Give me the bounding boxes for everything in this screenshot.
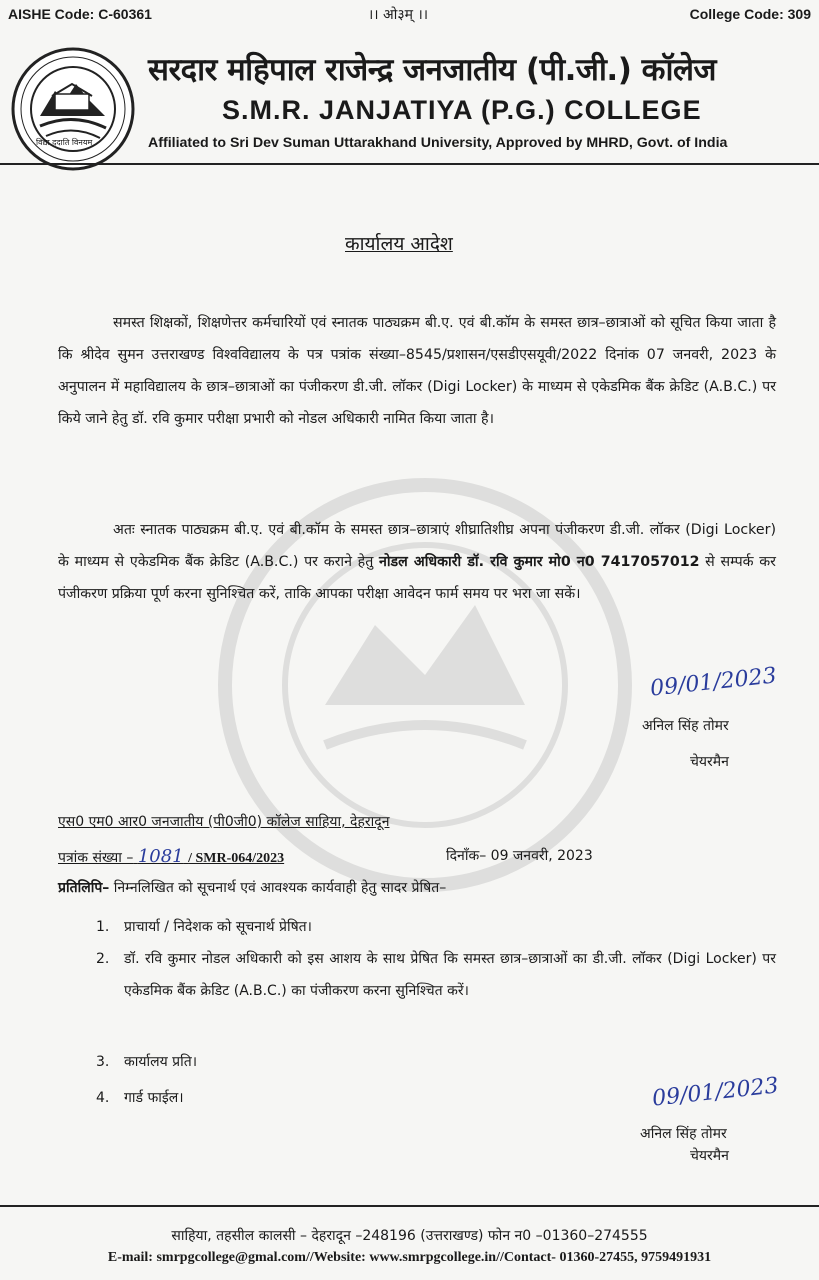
footer-divider (0, 1205, 819, 1207)
college-name-hindi: सरदार महिपाल राजेन्द्र जनजातीय (पी.जी.) कॉलेज (148, 52, 717, 88)
signer-name-1: अनिल सिंह तोमर (642, 718, 729, 734)
college-logo (10, 46, 136, 172)
signer-title-2: चेयरमैन (690, 1148, 729, 1164)
ref-suffix: / SMR-064/2023 (188, 851, 285, 866)
signature-1: 09/01/2023 (649, 663, 778, 702)
list-item-4: गार्ड फाईल। (124, 1090, 184, 1106)
signer-title-1: चेयरमैन (690, 754, 729, 770)
reference-number (58, 846, 284, 867)
signer-name-2: अनिल सिंह तोमर (640, 1126, 727, 1142)
order-paragraph-2 (58, 514, 776, 610)
affiliation-text: Affiliated to Sri Dev Suman Uttarakhand University, Approved by MHRD, Govt. of India (148, 135, 728, 151)
footer-contact: E-mail: smrpgcollege@gmal.com//Website: www.smrpgcollege.in//Contact- 01360-27455, 9759491931 (107, 1250, 712, 1265)
list-item-2: डॉ. रवि कुमार नोडल अधिकारी को इस आशय के साथ प्रेषित कि समस्त छात्र–छात्राओं का डी.जी. लॉकर (Digi Locker) पर एकेडमिक बैंक क्रेडिट (A.B.C.) का पंजीकरण करना सुनिश्चित करें। (124, 951, 776, 999)
cc-line (58, 878, 446, 897)
cc-label: प्रतिलिपि– (58, 880, 110, 896)
footer-address: साहिया, तहसील कालसी – देहरादून –248196 (उत्तराखण्ड) फोन न0 –01360–274555 (171, 1228, 648, 1244)
nodal-officer-contact: नोडल अधिकारी डॉ. रवि कुमार मो0 न0 7417057012 (379, 554, 700, 570)
list-item-1: प्राचार्या / निदेशक को सूचनार्थ प्रेषित। (124, 919, 312, 935)
header-divider (0, 163, 819, 165)
para2-text-b: से सम्पर्क कर पंजीकरण प्रक्रिया पूर्ण करना सुनिश्चित करें, ताकि आपका परीक्षा आवेदन फार्म समय पर भरा जा सकें। (58, 554, 776, 602)
cc-text: निम्नलिखित को सूचनार्थ एवं आवश्यक कार्यवाही हेतु सादर प्रेषित– (113, 880, 447, 896)
signature-2: 09/01/2023 (651, 1073, 780, 1112)
list-item-3-num: 3. (96, 1054, 110, 1070)
list-item-1-num: 1. (96, 919, 110, 935)
copy-college-line: एस0 एम0 आर0 जनजातीय (पी0जी0) कॉलेज साहिया, देहरादून (58, 814, 390, 830)
list-item-3: कार्यालय प्रति। (124, 1054, 198, 1070)
college-code: College Code: 309 (689, 6, 811, 22)
order-title: कार्यालय आदेश (345, 233, 453, 255)
list-item-4-num: 4. (96, 1090, 110, 1106)
para2-text-a: अतः स्नातक पाठ्यक्रम बी.ए. एवं बी.कॉम के समस्त छात्र–छात्राएं शीघ्रातिशीघ्र अपना पंजीकरण डी.जी. लॉकर (Digi Locker) के माध्यम से एकेडमिक बैंक क्रेडिट (A.B.C.) पर कराने हेतु (58, 522, 776, 570)
om-text: ।। ओ३म् ।। (368, 7, 429, 23)
date-line: दिनाँक– 09 जनवरी, 2023 (446, 848, 593, 864)
aishe-code: AISHE Code: C-60361 (8, 6, 152, 22)
college-name-english: S.M.R. JANJATIYA (P.G.) COLLEGE (222, 95, 702, 125)
ref-label: पत्रांक संख्या – (58, 850, 134, 866)
ref-handwritten: 1081 (137, 846, 184, 867)
logo-motto: विद्या ददाति विनयम् (36, 138, 93, 147)
order-paragraph-1: समस्त शिक्षकों, शिक्षणेत्तर कर्मचारियों एवं स्नातक पाठ्यक्रम बी.ए. एवं बी.कॉम के समस्त छात्र–छात्राओं को सूचित किया जाता है कि श्रीदेव सुमन उत्तराखण्ड विश्वविद्यालय के पत्र पत्रांक संख्या–8545/प्रशासन/एसडीएसयूवी/2022 दिनांक 07 जनवरी, 2023 के अनुपालन में महाविद्यालय के छात्र–छात्राओं का पंजीकरण डी.जी. लॉकर (Digi Locker) के माध्यम से एकेडमिक बैंक क्रेडिट (A.B.C.) पर किये जाने हेतु डॉ. रवि कुमार परीक्षा प्रभारी को नोडल अधिकारी नामित किया जाता है। (58, 315, 776, 427)
list-item-2-num: 2. (96, 951, 110, 967)
